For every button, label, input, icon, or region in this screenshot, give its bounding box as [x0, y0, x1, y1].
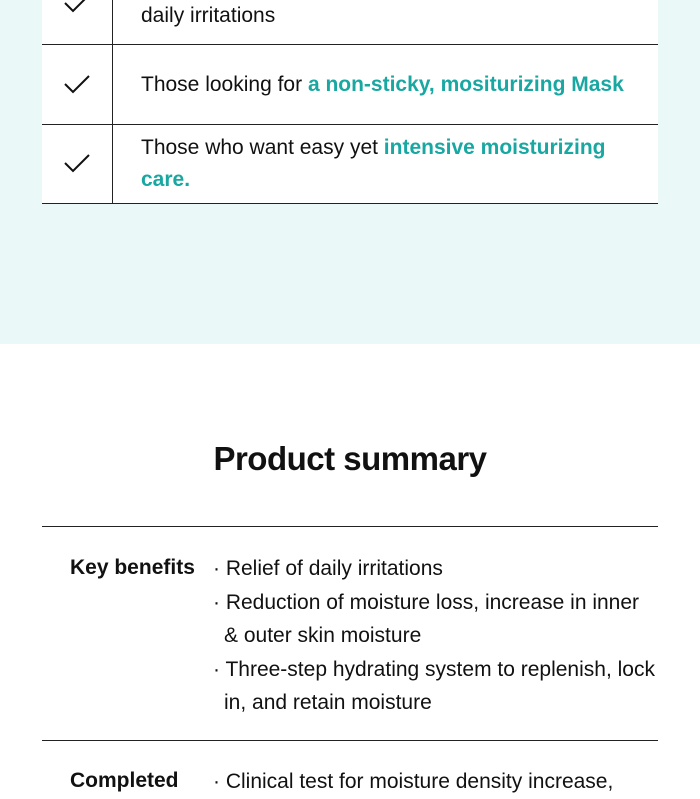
summary-row-label: Key benefits	[70, 556, 195, 579]
summary-table	[42, 526, 658, 799]
summary-benefits-list	[213, 552, 658, 740]
summary-list-item: · Relief of daily irritations	[213, 557, 443, 580]
summary-list-item: · Reduction of moisture loss, increase in inner & outer skin moisture	[213, 590, 640, 647]
checklist-plain-text: Those who want easy yet	[141, 136, 384, 159]
check-cell	[42, 45, 113, 124]
checklist-text	[113, 125, 658, 203]
check-cell	[42, 0, 113, 44]
summary-list-item: · Three-step hydrating system to replenish, lock in, and retain moisture	[213, 657, 655, 714]
checklist-highlight-text: intensive moisturizing care.	[141, 136, 606, 191]
summary-completed-list	[213, 765, 658, 799]
checkmark-icon	[64, 75, 90, 95]
summary-title: Product summary	[213, 440, 487, 477]
summary-list-item: · Clinical test for moisture density increase,	[213, 770, 614, 793]
checklist-plain-text: Those looking for	[141, 72, 308, 96]
check-cell	[42, 125, 113, 203]
checklist-text	[113, 45, 658, 124]
checkmark-icon	[64, 154, 90, 174]
checklist-table	[42, 0, 658, 204]
checklist-row	[42, 0, 658, 44]
checklist-text	[113, 0, 658, 44]
checklist-section	[0, 0, 700, 344]
checklist-plain-text: daily irritations	[141, 4, 276, 27]
summary-row	[42, 741, 658, 799]
summary-row-label: Completed	[70, 769, 179, 792]
checklist-highlight-text: a non-sticky, mositurizing Mask	[307, 72, 624, 96]
summary-row	[42, 527, 658, 741]
checkmark-icon	[64, 0, 90, 14]
checklist-row	[42, 44, 658, 124]
checklist-row	[42, 124, 658, 203]
